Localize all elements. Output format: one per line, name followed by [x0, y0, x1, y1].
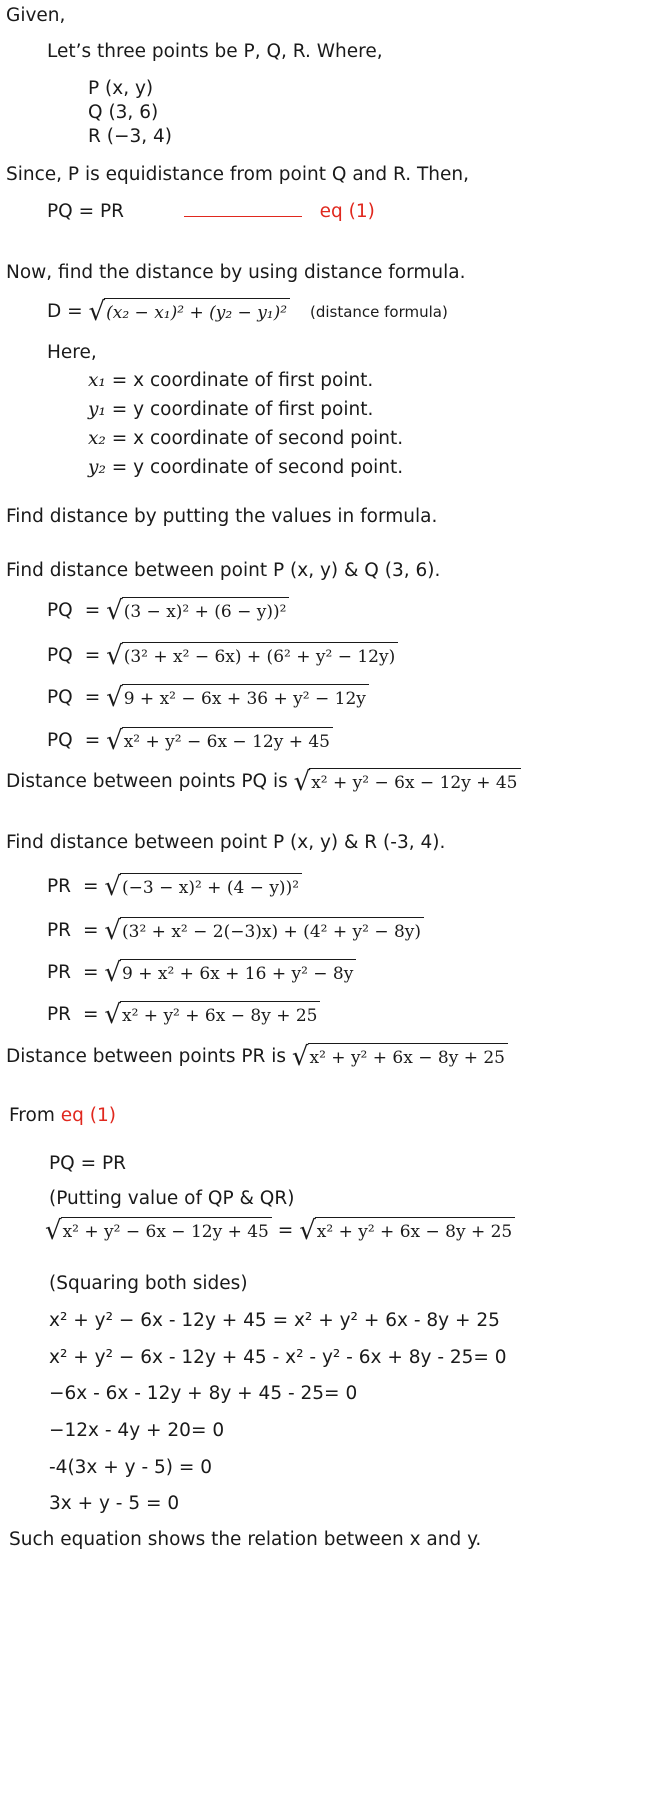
- now-find-text: Now, find the distance by using distance formula.: [6, 262, 466, 283]
- eq-underline: [184, 216, 302, 217]
- eq-sign: =: [83, 920, 99, 941]
- def-x2: [88, 430, 403, 449]
- pq-radical-1: √ (3 − x)² + (6 − y))²: [106, 597, 289, 625]
- eq-sign: =: [84, 730, 101, 751]
- pq-result: [6, 768, 521, 796]
- def-y2-sym: y₂: [88, 457, 106, 478]
- pr-step-1-expr: (−3 − x)² + (4 − y))²: [120, 873, 302, 901]
- pq-step-1-expr: (3 − x)² + (6 − y))²: [122, 597, 290, 625]
- eq-sign: =: [83, 962, 99, 983]
- pq-radical-3: √ 9 + x² − 6x + 36 + y² − 12y: [106, 684, 369, 712]
- def-y1-sym: y₁: [88, 399, 106, 420]
- from-eq-label: eq (1): [60, 1105, 116, 1126]
- pr-step-3: [47, 959, 356, 987]
- pq-radical-2: √ (3² + x² − 6x) + (6² + y² − 12y): [106, 642, 398, 670]
- since-text: Since, P is equidistance from point Q and R. Then,: [6, 164, 469, 185]
- sqrt-eq-sign: =: [277, 1220, 294, 1241]
- alg-step-3: −6x - 6x - 12y + 8y + 45 - 25= 0: [49, 1383, 358, 1404]
- eq-sign: =: [84, 687, 101, 708]
- pr-radical-2: √ (3² + x² − 2(−3)x) + (4² + y² − 8y): [104, 917, 424, 945]
- eq-sign: =: [84, 600, 101, 621]
- pr-step-2-expr: (3² + x² − 2(−3)x) + (4² + y² − 8y): [120, 917, 424, 945]
- point-p: P (x, y): [88, 78, 154, 99]
- pq-eq-pr: PQ = PR: [47, 201, 124, 222]
- pq-step-2: [47, 642, 398, 670]
- alg-step-4: −12x - 4y + 20= 0: [49, 1420, 225, 1441]
- pr-label: PR: [47, 920, 72, 941]
- alg-step-1: x² + y² − 6x - 12y + 45 = x² + y² + 6x - 8y + 25: [49, 1310, 500, 1331]
- pq-result-expr: x² + y² − 6x − 12y + 45: [309, 768, 520, 796]
- pq-result-radical: √ x² + y² − 6x − 12y + 45: [294, 768, 521, 796]
- pr-label: PR: [47, 962, 72, 983]
- sqrt-left-radical: √ x² + y² − 6x − 12y + 45: [45, 1217, 272, 1245]
- let-three-text: Let’s three points be P, Q, R. Where,: [47, 41, 383, 62]
- pr-label: PR: [47, 1004, 72, 1025]
- pq-label: PQ: [47, 687, 73, 708]
- here-text: Here,: [47, 342, 97, 363]
- find-pq-text: Find distance between point P (x, y) & Q (3, 6).: [6, 560, 441, 581]
- pr-label: PR: [47, 876, 72, 897]
- eq-1-label: eq (1): [319, 201, 375, 222]
- pq-label: PQ: [47, 600, 73, 621]
- pr-radical-4: √ x² + y² + 6x − 8y + 25: [104, 1001, 320, 1029]
- point-q: Q (3, 6): [88, 102, 159, 123]
- d-formula: (x₂ − x₁)² + (y₂ − y₁)²: [104, 298, 290, 326]
- pq-step-2-expr: (3² + x² − 6x) + (6² + y² − 12y): [122, 642, 399, 670]
- pq-radical-4: √ x² + y² − 6x − 12y + 45: [106, 727, 333, 755]
- sqrt-equation: [45, 1217, 515, 1245]
- sqrt-left-expr: x² + y² − 6x − 12y + 45: [61, 1217, 272, 1245]
- sqrt-right-radical: √ x² + y² + 6x − 8y + 25: [299, 1217, 515, 1245]
- pq-step-3-expr: 9 + x² − 6x + 36 + y² − 12y: [122, 684, 369, 712]
- pr-result-radical: √ x² + y² + 6x − 8y + 25: [292, 1043, 508, 1071]
- pq-pr-again: PQ = PR: [49, 1153, 126, 1174]
- given-text: Given,: [6, 5, 66, 26]
- pq-label: PQ: [47, 645, 73, 666]
- def-y2-text: = y coordinate of second point.: [111, 457, 404, 478]
- def-y1-text: = y coordinate of first point.: [111, 399, 374, 420]
- pq-step-4: [47, 727, 333, 755]
- def-y1: [88, 401, 373, 420]
- find-put-text: Find distance by putting the values in formula.: [6, 506, 438, 527]
- pq-step-4-expr: x² + y² − 6x − 12y + 45: [122, 727, 333, 755]
- pr-radical-1: √ (−3 − x)² + (4 − y))²: [104, 873, 302, 901]
- from-line: [9, 1107, 116, 1126]
- pr-result: [6, 1043, 508, 1071]
- d-note: (distance formula): [309, 303, 448, 321]
- pr-step-1: [47, 873, 302, 901]
- pr-result-expr: x² + y² + 6x − 8y + 25: [308, 1043, 508, 1071]
- alg-step-5: -4(3x + y - 5) = 0: [49, 1457, 213, 1478]
- alg-step-6: 3x + y - 5 = 0: [49, 1493, 180, 1514]
- def-x1-text: = x coordinate of first point.: [111, 370, 374, 391]
- putting-value-text: (Putting value of QP & QR): [49, 1188, 295, 1209]
- sqrt-right-expr: x² + y² + 6x − 8y + 25: [315, 1217, 515, 1245]
- from-text: From: [9, 1105, 55, 1126]
- pq-step-1: [47, 597, 289, 625]
- def-x1-sym: x₁: [88, 370, 106, 391]
- squaring-text: (Squaring both sides): [49, 1273, 248, 1294]
- def-y2: [88, 459, 403, 478]
- pr-step-3-expr: 9 + x² + 6x + 16 + y² − 8y: [120, 959, 356, 987]
- pq-eq-pr-line: [47, 203, 375, 222]
- distance-formula: [47, 298, 448, 326]
- conclusion-text: Such equation shows the relation between x and y.: [9, 1529, 482, 1550]
- eq-sign: =: [84, 645, 101, 666]
- def-x2-text: = x coordinate of second point.: [111, 428, 404, 449]
- point-r: R (−3, 4): [88, 126, 172, 147]
- pq-step-3: [47, 684, 369, 712]
- eq-sign: =: [83, 1004, 99, 1025]
- alg-step-2: x² + y² − 6x - 12y + 45 - x² - y² - 6x + 8y - 25= 0: [49, 1347, 507, 1368]
- def-x2-sym: x₂: [88, 428, 106, 449]
- pr-result-label: Distance between points PR is: [6, 1046, 287, 1067]
- pr-step-4-expr: x² + y² + 6x − 8y + 25: [120, 1001, 320, 1029]
- pq-label: PQ: [47, 730, 73, 751]
- find-pr-text: Find distance between point P (x, y) & R (-3, 4).: [6, 832, 446, 853]
- pr-radical-3: √ 9 + x² + 6x + 16 + y² − 8y: [104, 959, 356, 987]
- def-x1: [88, 372, 373, 391]
- pr-step-4: [47, 1001, 320, 1029]
- pr-step-2: [47, 917, 424, 945]
- eq-sign: =: [83, 876, 99, 897]
- pq-result-label: Distance between points PQ is: [6, 771, 288, 792]
- d-radical: √ (x₂ − x₁)² + (y₂ − y₁)²: [89, 298, 291, 326]
- d-prefix: D =: [47, 301, 83, 322]
